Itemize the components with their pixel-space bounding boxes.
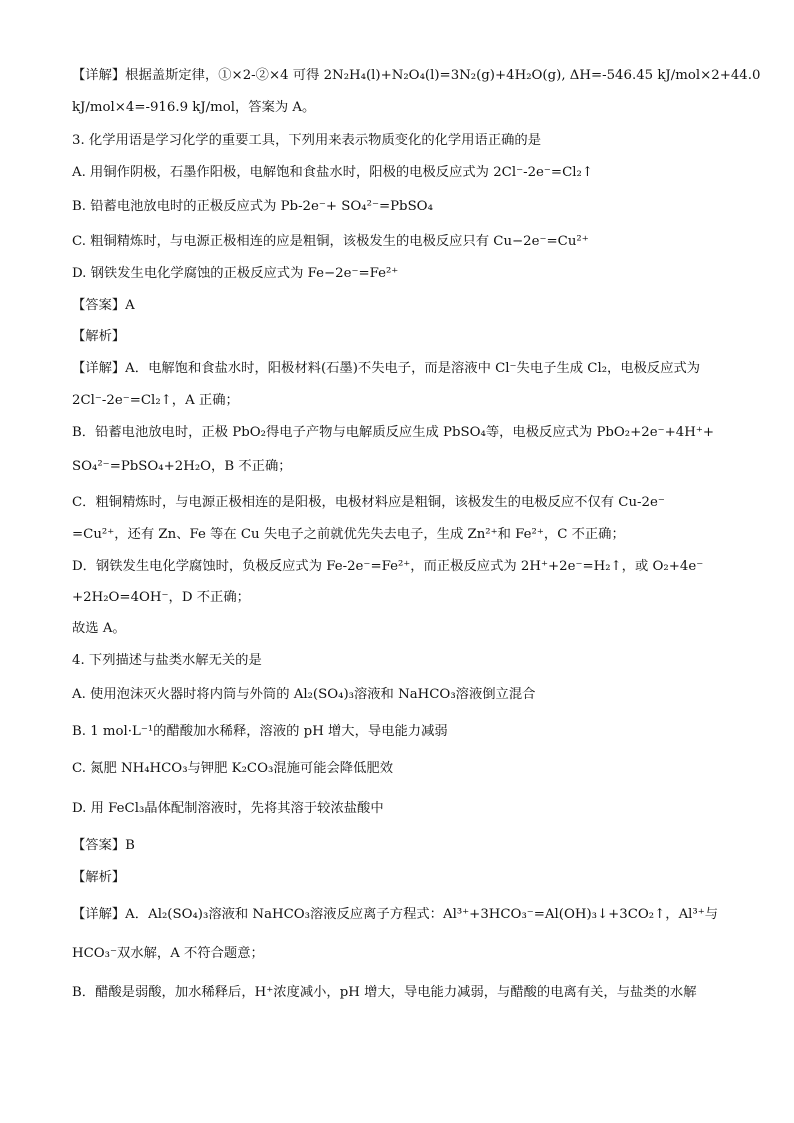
- option-d: D. 用 FeCl₃晶体配制溶液时，先将其溶于较浓盐酸中: [72, 801, 384, 816]
- option-d: D. 钢铁发生电化学腐蚀的正极反应式为 Fe−2e⁻=Fe²⁺: [72, 266, 399, 281]
- option-c: C. 粗铜精炼时，与电源正极相连的应是粗铜，该极发生的电极反应只有 Cu−2e⁻=Cu²⁺: [72, 234, 589, 249]
- text-line: 【详解】A．电解饱和食盐水时，阳极材料(石墨)不失电子，而是溶液中 Cl⁻失电子生成 Cl₂，电极反应式为: [72, 361, 701, 376]
- text-line: B．铅蓄电池放电时，正极 PbO₂得电子产物与电解质反应生成 PbSO₄等，电极反应式为 PbO₂+2e⁻+4H⁺+: [72, 425, 714, 440]
- option-b: B. 1 mol·L⁻¹的醋酸加水稀释，溶液的 pH 增大，导电能力减弱: [72, 724, 448, 739]
- question-3-stem: 3. 化学用语是学习化学的重要工具，下列用来表示物质变化的化学用语正确的是: [72, 133, 542, 148]
- text-line: B．醋酸是弱酸，加水稀释后，H⁺浓度减小，pH 增大，导电能力减弱，与醋酸的电离有关，与盐类的水解: [72, 985, 697, 1000]
- option-a: A. 用铜作阴极，石墨作阳极，电解饱和食盐水时，阳极的电极反应式为 2Cl⁻-2e⁻=Cl₂↑: [72, 165, 593, 180]
- text-line: 【详解】A．Al₂(SO₄)₃溶液和 NaHCO₃溶液反应离子方程式：Al³⁺+3HCO₃⁻=Al(OH)₃↓+3CO₂↑，Al³⁺与: [72, 907, 719, 922]
- text-line: +2H₂O=4OH⁻，D 不正确；: [72, 590, 250, 605]
- option-b: B. 铅蓄电池放电时的正极反应式为 Pb-2e⁻+ SO₄²⁻=PbSO₄: [72, 199, 433, 214]
- option-c: C. 氮肥 NH₄HCO₃与钾肥 K₂CO₃混施可能会降低肥效: [72, 761, 393, 776]
- text-line: kJ/mol×4=-916.9 kJ/mol，答案为 A。: [72, 100, 316, 115]
- text-line: D．钢铁发生电化学腐蚀时，负极反应式为 Fe-2e⁻=Fe²⁺，而正极反应式为 2H⁺+2e⁻=H₂↑，或 O₂+4e⁻: [72, 559, 704, 574]
- option-a: A. 使用泡沫灭火器时将内筒与外筒的 Al₂(SO₄)₃溶液和 NaHCO₃溶液倒立混合: [72, 687, 536, 702]
- analysis-label: 【解析】: [72, 329, 126, 344]
- text-line: 【详解】根据盖斯定律，①×2-②×4 可得 2N₂H₄(l)+N₂O₄(l)=3N₂(g)+4H₂O(g), ΔH=-546.45 kJ/mol×2+44.0: [72, 68, 761, 83]
- text-line: SO₄²⁻=PbSO₄+2H₂O，B 不正确；: [72, 459, 292, 474]
- question-4-stem: 4. 下列描述与盐类水解无关的是: [72, 653, 262, 668]
- text-line: 故选 A。: [72, 621, 126, 636]
- text-line: C．粗铜精炼时，与电源正极相连的是阳极，电极材料应是粗铜，该极发生的电极反应不仅有 Cu-2e⁻: [72, 495, 665, 510]
- text-line: =Cu²⁺，还有 Zn、Fe 等在 Cu 失电子之前就优先失去电子，生成 Zn²⁺和 Fe²⁺，C 不正确；: [72, 527, 625, 542]
- text-line: 2Cl⁻-2e⁻=Cl₂↑，A 正确；: [72, 393, 239, 408]
- answer-label: 【答案】A: [72, 298, 135, 313]
- text-line: HCO₃⁻双水解，A 不符合题意；: [72, 946, 264, 961]
- answer-label: 【答案】B: [72, 838, 135, 853]
- analysis-label: 【解析】: [72, 870, 126, 885]
